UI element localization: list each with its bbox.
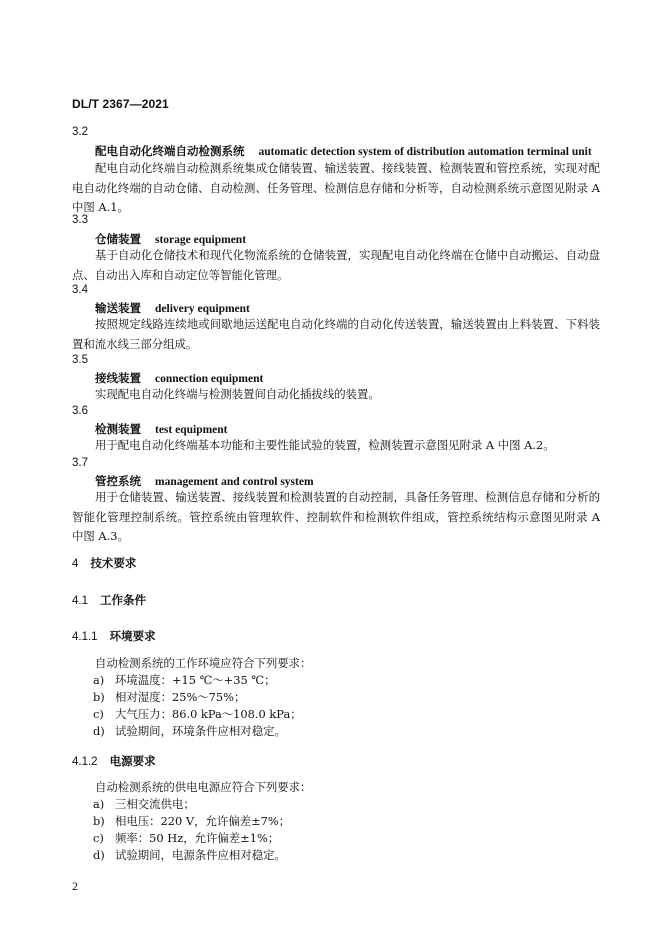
term-definition: 基于自动化仓储技术和现代化物流系统的仓储装置，实现配电自动化终端在仓储中自动搬运、自动盘点、自动出入库和自动定位等智能化管理。: [72, 248, 600, 282]
list-text: 试验期间，电源条件应相对稳定。: [115, 848, 286, 862]
term-title-zh: 检测装置: [95, 422, 141, 436]
term-title-zh: 输送装置: [95, 301, 141, 315]
standard-code: DL/T 2367—2021: [72, 97, 169, 111]
term-title-en: storage equipment: [155, 234, 247, 246]
list-item: [93, 830, 279, 846]
list-label: b): [93, 690, 105, 704]
requirements-intro: 自动检测系统的供电电源应符合下列要求：: [95, 780, 312, 794]
page-number: 2: [72, 879, 78, 893]
list-item: [93, 847, 286, 863]
section-heading: [72, 628, 156, 644]
list-label: d): [93, 724, 105, 738]
list-item: [93, 706, 302, 722]
list-label: a): [93, 797, 105, 811]
term-title: [95, 231, 246, 247]
list-label: d): [93, 848, 105, 862]
term-title-zh: 管控系统: [95, 474, 141, 488]
section-title: 工作条件: [100, 593, 146, 607]
term-title-en: management and control system: [155, 476, 314, 488]
term-number: 3.2: [72, 126, 88, 138]
list-item: [93, 689, 245, 705]
section-number: 4.1.2: [72, 756, 98, 768]
term-number: 3.4: [72, 284, 88, 296]
term-definition: 按照规定线路连续地或间歇地运送配电自动化终端的自动化传送装置，输送装置由上料装置、下料装置和流水线三部分组成。: [72, 317, 600, 351]
section-number: 4.1.1: [72, 631, 98, 643]
term-number: 3.7: [72, 457, 88, 469]
list-item: [93, 813, 290, 829]
term-definition: 用于仓储装置、输送装置、接线装置和检测装置的自动控制，具备任务管理、检测信息存储和分析的智能化管理控制系统。管控系统由管理软件、控制软件和检测软件组成，管控系统结构示意图见附录 A 中图 A.3。: [72, 490, 600, 543]
section-title: 环境要求: [109, 629, 156, 643]
term-title: [95, 473, 314, 489]
list-text: 相电压：220 V，允许偏差±7%；: [115, 814, 291, 828]
list-label: b): [93, 814, 105, 828]
term-title: [95, 370, 263, 386]
term-definition: 配电自动化终端自动检测系统集成仓储装置、输送装置、接线装置、检测装置和管控系统，实现对配电自动化终端的自动仓储、自动检测、任务管理、检测信息存储和分析等，自动检测系统示意图见附录 A 中图 A.1。: [72, 161, 600, 214]
list-label: c): [93, 831, 104, 845]
list-label: c): [93, 707, 104, 721]
list-item: [93, 672, 276, 688]
term-definition: 用于配电自动化终端基本功能和主要性能试验的装置，检测装置示意图见附录 A 中图 A.2。: [95, 438, 555, 452]
section-heading: [72, 753, 156, 769]
term-title: [95, 143, 592, 159]
list-text: 环境温度：+15 ℃～+35 ℃；: [115, 673, 276, 687]
term-title-zh: 接线装置: [95, 371, 141, 385]
term-title: [95, 300, 250, 316]
requirements-intro: 自动检测系统的工作环境应符合下列要求：: [95, 656, 312, 670]
term-title-zh: 配电自动化终端自动检测系统: [95, 144, 245, 158]
list-item: [93, 796, 195, 812]
term-number: 3.3: [72, 214, 88, 226]
term-title: [95, 421, 228, 437]
term-number: 3.6: [72, 405, 88, 417]
list-label: a): [93, 673, 105, 687]
term-title-zh: 仓储装置: [95, 232, 141, 246]
term-number: 3.5: [72, 354, 88, 366]
section-number: 4.1: [72, 595, 88, 607]
list-text: 大气压力：86.0 kPa～108.0 kPa；: [115, 707, 302, 721]
section-heading: [72, 555, 136, 571]
section-title: 电源要求: [109, 754, 156, 768]
term-title-en: connection equipment: [155, 373, 264, 385]
list-text: 三相交流供电；: [115, 797, 195, 811]
list-text: 试验期间，环境条件应相对稳定。: [115, 724, 286, 738]
section-number: 4: [72, 558, 79, 570]
term-title-en: delivery equipment: [155, 303, 250, 315]
list-text: 频率：50 Hz，允许偏差±1%；: [115, 831, 280, 845]
section-heading: [72, 592, 146, 608]
term-title-en: automatic detection system of distribution automation terminal unit: [258, 146, 592, 158]
term-title-en: test equipment: [155, 424, 228, 436]
list-item: [93, 723, 286, 739]
section-title: 技术要求: [90, 556, 137, 570]
term-definition: 实现配电自动化终端与检测装置间自动化插拔线的装置。: [95, 387, 380, 401]
list-text: 相对湿度：25%～75%；: [115, 690, 246, 704]
